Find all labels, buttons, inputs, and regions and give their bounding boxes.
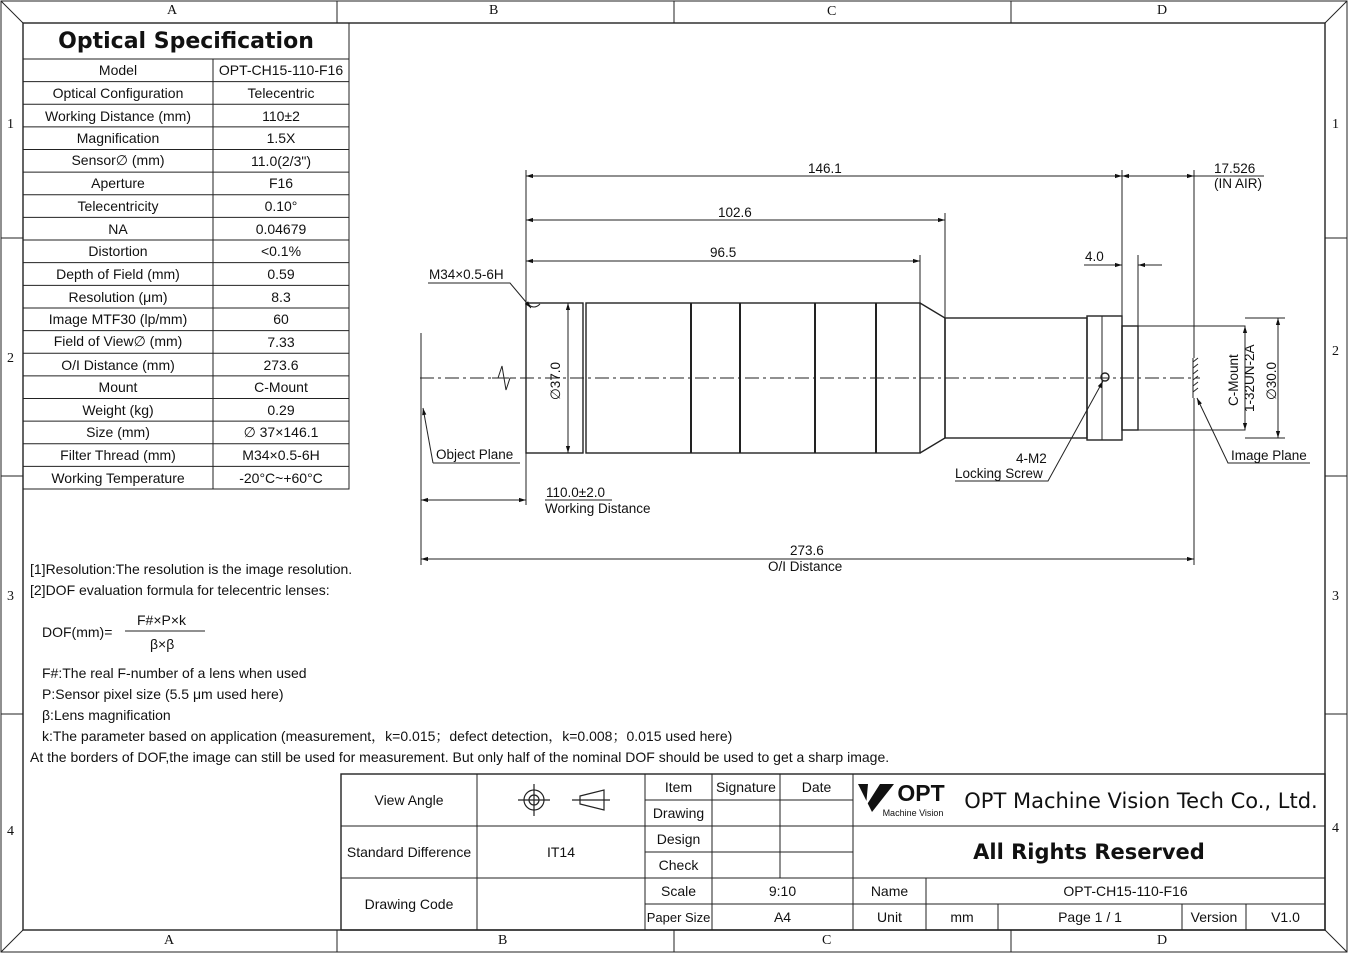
design-label: Design [656,831,701,847]
spec-value: 8.3 [271,288,291,305]
working-distance-value: 110.0±2.0 [546,485,605,500]
lens-drawing [420,303,1245,453]
spec-label: Field of View∅ (mm) [53,333,183,350]
logo-subtitle: Machine Vision [882,808,944,818]
cmount-thread-label: 1-32UN-2A [1242,344,1257,412]
formula-denominator: β×β [150,636,175,652]
spec-value: Telecentric [247,84,315,101]
image-plane-label: Image Plane [1231,448,1307,463]
version-value: V1.0 [1271,909,1300,925]
spec-value: M34×0.5-6H [242,447,320,464]
grid-row-label: 2 [7,351,14,366]
spec-value: 1.5X [266,130,296,147]
dim-in-air-note: (IN AIR) [1214,176,1263,191]
view-angle-label: View Angle [374,792,444,808]
spec-row [23,398,349,421]
spec-row [23,444,349,467]
grid-col-label: D [1157,933,1168,948]
unit-value: mm [950,909,974,925]
drawing-code-label: Drawing Code [364,896,454,912]
thread-spec-label: M34×0.5-6H [429,267,504,282]
note-dof: [2]DOF evaluation formula for telecentric lenses: [30,582,330,598]
dim-diameter-37: ∅37.0 [548,361,563,400]
standard-difference-label: Standard Difference [346,844,472,860]
grid-row-label: 1 [7,117,14,132]
spec-label: Mount [98,379,138,396]
scale-label: Scale [660,883,697,899]
grid-col-label: D [1157,3,1168,18]
dim-102-6: 102.6 [718,205,752,220]
cmount-label: C-Mount [1226,354,1241,406]
signature-label: Signature [716,779,776,795]
spec-value: 11.0(2/3") [251,152,311,169]
spec-row [23,376,349,399]
grid-col-label: C [822,933,832,948]
spec-label: Working Distance (mm) [45,107,191,124]
spec-row [23,421,349,444]
spec-label: Working Temperature [51,469,185,486]
grid-col-label: B [498,933,508,948]
dim-4-0: 4.0 [1085,249,1104,264]
page-number: Page 1 / 1 [1058,909,1122,925]
grid-row-label: 2 [1332,344,1339,359]
spec-row [23,195,349,218]
spec-value: 110±2 [262,107,300,124]
note-fnumber: F#:The real F-number of a lens when used [42,665,307,681]
dim-diameter-30: ∅30.0 [1264,361,1279,400]
name-value: OPT-CH15-110-F16 [1063,883,1188,899]
grid-row-label: 4 [7,824,14,839]
spec-label: Sensor∅ (mm) [71,152,165,169]
grid-row-label: 1 [1332,117,1339,132]
spec-value: 0.10° [264,198,298,215]
name-label: Name [870,883,909,899]
spec-label: Telecentricity [77,198,159,215]
paper-size-label: Paper Size [646,909,711,925]
spec-row [23,285,349,308]
spec-value: ∅ 37×146.1 [243,423,319,440]
drawing-label: Drawing [652,805,705,821]
oi-distance-value: 273.6 [790,543,824,558]
spec-value: OPT-CH15-110-F16 [218,62,344,79]
spec-row [23,82,349,105]
spec-label: Filter Thread (mm) [60,447,176,464]
grid-row-label: 3 [1332,589,1339,604]
note-resolution: [1]Resolution:The resolution is the image resolution. [30,561,353,577]
spec-label: Magnification [76,130,160,147]
rights-reserved: All Rights Reserved [973,840,1205,864]
dim-96-5: 96.5 [710,245,737,260]
logo-text: OPT [897,779,945,806]
locking-screw-label: Locking Screw [955,466,1043,481]
spec-value: 0.59 [267,265,295,282]
standard-difference-value: IT14 [546,844,575,860]
spec-label: O/I Distance (mm) [61,356,175,373]
note-pixel: P:Sensor pixel size (5.5 μm used here) [42,686,284,702]
date-label: Date [801,779,832,795]
spec-label: NA [108,220,128,237]
dim-overall-length: 146.1 [808,161,842,176]
dim-in-air: 17.526 [1214,161,1256,176]
spec-row [23,263,349,286]
grid-row-label: 3 [7,589,14,604]
item-label: Item [664,779,693,795]
spec-row [23,172,349,195]
locking-screw-count: 4-M2 [1016,451,1047,466]
spec-row [23,466,349,489]
projection-symbol-icon [518,784,610,816]
spec-value: 273.6 [263,356,299,373]
spec-row [23,59,349,82]
spec-value: 7.33 [267,333,295,350]
grid-col-label: A [167,3,178,18]
check-label: Check [658,857,699,873]
grid-col-label: A [164,933,175,948]
spec-row [23,217,349,240]
spec-label: Weight (kg) [82,401,154,418]
oi-distance-label: O/I Distance [768,559,843,574]
note-beta: β:Lens magnification [42,707,171,723]
spec-row [23,353,349,376]
note-borders: At the borders of DOF,the image can still be used for measurement. But only half of the nominal DOF should be used to get a sharp image. [30,749,890,765]
formula-numerator: F#×P×k [137,612,187,628]
spec-label: Depth of Field (mm) [56,265,180,282]
note-k: k:The parameter based on application (measurement，k=0.015；defect detection，k=0.008；0.015 used here) [42,728,733,744]
grid-col-label: B [489,3,499,18]
spec-label: Image MTF30 (lp/mm) [48,311,188,328]
spec-value: F16 [268,175,294,192]
spec-row [23,127,349,150]
spec-row [23,331,349,354]
spec-value: 0.04679 [255,220,307,237]
spec-label: Aperture [91,175,145,192]
spec-label: Model [98,62,138,79]
spec-label: Distortion [88,243,148,260]
spec-value: 60 [273,311,289,328]
object-plane-label: Object Plane [436,447,514,462]
formula-lhs: DOF(mm)= [42,624,113,640]
working-distance-label: Working Distance [545,501,651,516]
unit-label: Unit [877,909,902,925]
spec-value: 0.29 [267,401,295,418]
scale-value: 9:10 [768,883,797,899]
spec-row [23,308,349,331]
spec-value: -20°C~+60°C [239,469,323,486]
spec-title: Optical Specification [58,28,314,54]
spec-value: C-Mount [254,379,308,396]
spec-row [23,104,349,127]
grid-col-label: C [827,4,837,19]
grid-row-label: 4 [1332,821,1339,836]
spec-label: Optical Configuration [52,84,184,101]
version-label: Version [1190,909,1238,925]
company-name: OPT Machine Vision Tech Co., Ltd. [964,789,1318,813]
spec-label: Resolution (μm) [68,288,168,305]
spec-row [23,240,349,263]
spec-label: Size (mm) [86,424,150,441]
paper-size-value: A4 [773,909,792,925]
spec-value: <0.1% [260,243,302,260]
spec-row [23,150,349,173]
